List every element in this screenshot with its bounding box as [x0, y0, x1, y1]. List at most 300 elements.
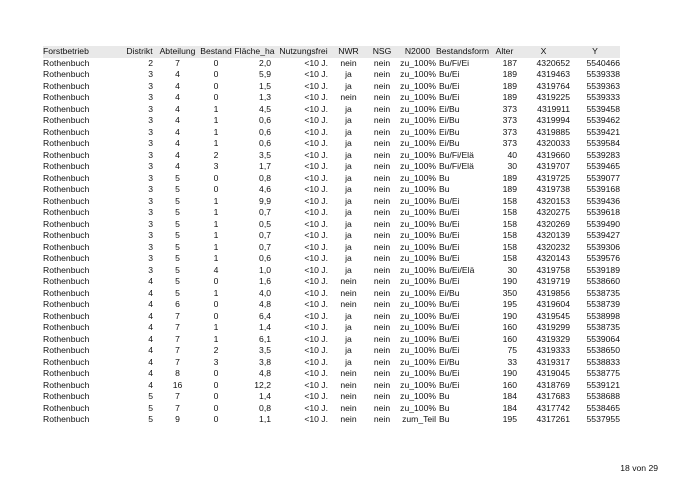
column-header-nwr: NWR: [338, 46, 359, 56]
table-row: [43, 115, 620, 127]
cell-forstbetrieb: Rothenbuch: [43, 138, 90, 148]
cell-flaeche: 6,4: [259, 310, 271, 321]
cell-forstbetrieb: Rothenbuch: [43, 391, 90, 401]
cell-distrikt: 4: [148, 333, 153, 344]
cell-alter: 190: [502, 276, 517, 286]
table-row: [43, 196, 620, 208]
cell-alter: 158: [502, 241, 517, 252]
cell-n2000: zu_100%: [400, 241, 436, 252]
cell-abteilung: 4: [175, 161, 180, 171]
table-row: [43, 368, 620, 380]
cell-nwr: ja: [345, 345, 352, 355]
cell-distrikt: 5: [148, 402, 153, 413]
table-row: [43, 345, 620, 357]
cell-nwr: ja: [345, 356, 352, 367]
cell-y: 5539465: [586, 161, 620, 171]
cell-bestand: 1: [213, 230, 219, 240]
cell-bestand: 0: [213, 310, 219, 321]
cell-nutzungsfrei: <10 J.: [304, 57, 328, 68]
cell-nsg: nein: [373, 241, 391, 252]
cell-distrikt: 3: [148, 138, 153, 148]
cell-flaeche: 2,0: [259, 57, 271, 68]
cell-nutzungsfrei: <10 J.: [304, 103, 328, 114]
cell-forstbetrieb: Rothenbuch: [43, 379, 90, 390]
cell-forstbetrieb: Rothenbuch: [43, 184, 90, 194]
cell-n2000: zu_100%: [400, 92, 436, 102]
cell-nwr: ja: [345, 333, 352, 344]
cell-abteilung: 4: [175, 149, 180, 160]
cell-distrikt: 3: [148, 80, 153, 91]
cell-nsg: nein: [373, 92, 391, 102]
cell-y: 5539427: [586, 230, 620, 240]
cell-flaeche: 9,9: [259, 195, 271, 206]
cell-distrikt: 3: [148, 126, 153, 137]
cell-x: 4319333: [536, 345, 570, 355]
cell-distrikt: 3: [148, 230, 153, 240]
cell-y: 5539283: [586, 149, 620, 160]
cell-forstbetrieb: Rothenbuch: [43, 345, 90, 355]
cell-nutzungsfrei: <10 J.: [304, 379, 328, 390]
cell-distrikt: 3: [148, 241, 153, 252]
cell-distrikt: 4: [148, 310, 153, 321]
cell-n2000: zu_100%: [400, 368, 436, 378]
cell-y: 5539576: [586, 253, 620, 263]
cell-alter: 190: [502, 310, 517, 321]
cell-x: 4319463: [536, 69, 570, 79]
cell-nsg: nein: [373, 195, 391, 206]
cell-forstbetrieb: Rothenbuch: [43, 92, 90, 102]
table-row: [43, 299, 620, 311]
table-row: [43, 265, 620, 277]
cell-nwr: ja: [345, 80, 352, 91]
cell-flaeche: 1,3: [259, 92, 271, 102]
cell-distrikt: 4: [148, 345, 153, 355]
cell-nwr: ja: [345, 103, 352, 114]
cell-x: 4319707: [536, 161, 570, 171]
cell-forstbetrieb: Rothenbuch: [43, 195, 90, 206]
cell-x: 4319545: [536, 310, 570, 321]
header-row: [43, 46, 620, 58]
cell-flaeche: 6,1: [259, 333, 271, 344]
cell-bestandsform: Bu/Ei: [439, 80, 460, 91]
cell-abteilung: 5: [175, 218, 180, 229]
table-row: [43, 334, 620, 346]
cell-distrikt: 3: [148, 195, 153, 206]
table-row: [43, 276, 620, 288]
cell-alter: 158: [502, 218, 517, 229]
cell-nwr: nein: [340, 379, 357, 390]
cell-flaeche: 3,5: [259, 149, 271, 160]
cell-nwr: ja: [345, 138, 352, 148]
cell-bestandsform: Bu/Ei: [439, 253, 460, 263]
cell-flaeche: 0,7: [259, 207, 271, 217]
cell-distrikt: 3: [148, 184, 153, 194]
cell-alter: 40: [507, 149, 517, 160]
cell-bestandsform: Bu/Fi/Elä: [439, 161, 474, 171]
cell-x: 4319299: [536, 322, 570, 332]
cell-y: 5538660: [586, 276, 620, 286]
cell-forstbetrieb: Rothenbuch: [43, 276, 90, 286]
cell-forstbetrieb: Rothenbuch: [43, 299, 90, 309]
cell-n2000: zu_100%: [400, 402, 436, 413]
cell-bestandsform: Ei/Bu: [439, 103, 460, 114]
cell-y: 5538735: [586, 322, 620, 332]
cell-n2000: zu_100%: [400, 345, 436, 355]
cell-alter: 195: [502, 299, 517, 309]
table-row: [43, 81, 620, 93]
column-header-forstbetrieb: Forstbetrieb: [43, 46, 89, 56]
cell-distrikt: 4: [148, 322, 153, 332]
cell-forstbetrieb: Rothenbuch: [43, 287, 90, 298]
cell-abteilung: 5: [175, 276, 180, 286]
cell-bestandsform: Bu: [439, 391, 450, 401]
cell-nsg: nein: [373, 345, 391, 355]
table-row: [43, 92, 620, 104]
cell-alter: 184: [502, 402, 517, 413]
cell-nwr: ja: [345, 161, 352, 171]
cell-distrikt: 4: [148, 276, 153, 286]
cell-bestand: 1: [213, 207, 219, 217]
cell-x: 4320033: [536, 138, 570, 148]
cell-nutzungsfrei: <10 J.: [304, 356, 328, 367]
cell-forstbetrieb: Rothenbuch: [43, 368, 90, 378]
cell-nwr: ja: [345, 149, 352, 160]
cell-nutzungsfrei: <10 J.: [304, 184, 328, 194]
cell-flaeche: 0,6: [259, 138, 271, 148]
cell-alter: 158: [502, 195, 517, 206]
cell-y: 5539436: [586, 195, 620, 206]
cell-x: 4317742: [536, 402, 570, 413]
cell-nwr: nein: [340, 57, 357, 68]
cell-flaeche: 0,8: [259, 172, 271, 183]
cell-abteilung: 7: [175, 345, 180, 355]
table-row: [43, 230, 620, 242]
cell-forstbetrieb: Rothenbuch: [43, 414, 90, 424]
cell-y: 5539363: [586, 80, 620, 91]
cell-n2000: zu_100%: [400, 322, 436, 332]
cell-alter: 160: [502, 333, 517, 344]
cell-x: 4317683: [536, 391, 570, 401]
cell-forstbetrieb: Rothenbuch: [43, 161, 90, 171]
cell-nsg: nein: [373, 57, 391, 68]
cell-bestand: 1: [213, 218, 219, 229]
cell-y: 5538998: [586, 310, 620, 321]
cell-nsg: nein: [373, 149, 391, 160]
cell-nwr: ja: [345, 195, 352, 206]
cell-y: 5539189: [586, 264, 620, 275]
cell-flaeche: 0,8: [259, 402, 271, 413]
cell-nutzungsfrei: <10 J.: [304, 310, 328, 321]
cell-n2000: zu_100%: [400, 333, 436, 344]
cell-n2000: zu_100%: [400, 103, 436, 114]
cell-nsg: nein: [373, 264, 391, 275]
cell-alter: 189: [502, 92, 517, 102]
cell-nwr: ja: [345, 241, 352, 252]
cell-nwr: nein: [340, 92, 357, 102]
cell-x: 4319225: [536, 92, 570, 102]
cell-x: 4320153: [536, 195, 570, 206]
cell-abteilung: 7: [175, 391, 180, 401]
cell-nsg: nein: [373, 276, 391, 286]
cell-bestandsform: Bu/Ei: [439, 379, 460, 390]
cell-forstbetrieb: Rothenbuch: [43, 80, 90, 91]
table-row: [43, 322, 620, 334]
cell-n2000: zu_100%: [400, 379, 436, 390]
table-row: [43, 219, 620, 231]
column-header-abteilung: Abteilung: [159, 46, 196, 56]
cell-y: 5538775: [586, 368, 620, 378]
cell-distrikt: 3: [148, 69, 153, 79]
cell-x: 4320652: [536, 57, 570, 68]
cell-x: 4319045: [536, 368, 570, 378]
table-row: [43, 184, 620, 196]
table-row: [43, 242, 620, 254]
cell-flaeche: 0,6: [259, 253, 271, 263]
cell-bestandsform: Bu: [439, 172, 450, 183]
cell-bestand: 0: [213, 379, 219, 390]
cell-y: 5539077: [586, 172, 620, 183]
table-row: [43, 138, 620, 150]
cell-bestandsform: Bu/Ei: [439, 333, 460, 344]
cell-abteilung: 5: [175, 172, 180, 183]
cell-forstbetrieb: Rothenbuch: [43, 57, 90, 68]
cell-forstbetrieb: Rothenbuch: [43, 103, 90, 114]
cell-nsg: nein: [373, 80, 391, 91]
cell-y: 5538650: [586, 345, 620, 355]
cell-abteilung: 4: [175, 92, 180, 102]
cell-bestand: 1: [213, 126, 219, 137]
cell-n2000: zu_100%: [400, 57, 436, 68]
cell-forstbetrieb: Rothenbuch: [43, 241, 90, 252]
cell-y: 5539421: [586, 126, 620, 137]
cell-nsg: nein: [373, 322, 391, 332]
cell-y: 5539338: [586, 69, 620, 79]
cell-abteilung: 16: [172, 379, 183, 390]
cell-abteilung: 4: [175, 80, 180, 91]
cell-alter: 189: [502, 184, 517, 194]
cell-distrikt: 4: [148, 368, 153, 378]
cell-abteilung: 4: [175, 126, 180, 137]
cell-bestandsform: Ei/Bu: [439, 115, 460, 125]
cell-alter: 350: [502, 287, 517, 298]
cell-flaeche: 0,5: [259, 218, 271, 229]
column-header-bestand: Bestand: [200, 46, 232, 56]
cell-bestandsform: Ei/Bu: [439, 138, 460, 148]
cell-nwr: ja: [345, 69, 352, 79]
column-header-nsg: NSG: [372, 46, 392, 56]
cell-distrikt: 3: [148, 161, 153, 171]
cell-y: 5539168: [586, 184, 620, 194]
cell-bestandsform: Bu: [439, 414, 450, 424]
table-row: [43, 69, 620, 81]
cell-abteilung: 5: [175, 184, 180, 194]
cell-n2000: zu_100%: [400, 310, 436, 321]
cell-alter: 373: [502, 126, 517, 137]
cell-nsg: nein: [373, 299, 391, 309]
column-header-y: Y: [592, 46, 598, 56]
cell-x: 4320139: [536, 230, 570, 240]
cell-alter: 187: [502, 57, 517, 68]
cell-bestand: 0: [213, 184, 219, 194]
cell-nsg: nein: [373, 391, 391, 401]
cell-flaeche: 0,7: [259, 241, 271, 252]
cell-flaeche: 4,0: [259, 287, 271, 298]
cell-abteilung: 7: [175, 322, 180, 332]
cell-x: 4319764: [536, 80, 570, 91]
cell-nwr: ja: [345, 207, 352, 217]
cell-bestand: 0: [213, 402, 219, 413]
cell-bestand: 0: [213, 69, 219, 79]
cell-flaeche: 4,8: [259, 368, 271, 378]
table-row: [43, 127, 620, 139]
cell-abteilung: 5: [175, 253, 180, 263]
data-table: [43, 46, 620, 426]
cell-bestand: 0: [213, 92, 219, 102]
cell-y: 5539121: [586, 379, 620, 390]
cell-nutzungsfrei: <10 J.: [304, 115, 328, 125]
cell-alter: 195: [502, 414, 517, 424]
cell-y: 5540466: [586, 57, 620, 68]
cell-n2000: zu_100%: [400, 230, 436, 240]
cell-flaeche: 5,9: [259, 69, 271, 79]
cell-alter: 189: [502, 172, 517, 183]
cell-y: 5538465: [586, 402, 620, 413]
cell-abteilung: 4: [175, 138, 180, 148]
table-row: [43, 58, 620, 70]
cell-y: 5539333: [586, 92, 620, 102]
cell-distrikt: 5: [148, 414, 153, 424]
cell-n2000: zu_100%: [400, 218, 436, 229]
cell-bestandsform: Bu/Ei: [439, 92, 460, 102]
cell-bestandsform: Ei/Bu: [439, 126, 460, 137]
cell-flaeche: 4,6: [259, 184, 271, 194]
cell-x: 4319725: [536, 172, 570, 183]
cell-alter: 30: [507, 264, 517, 275]
cell-distrikt: 3: [148, 218, 153, 229]
cell-nutzungsfrei: <10 J.: [304, 161, 328, 171]
cell-nwr: nein: [340, 414, 357, 424]
cell-alter: 184: [502, 391, 517, 401]
cell-n2000: zu_100%: [400, 172, 436, 183]
cell-bestandsform: Bu/Ei: [439, 322, 460, 332]
cell-distrikt: 4: [148, 299, 153, 309]
cell-forstbetrieb: Rothenbuch: [43, 207, 90, 217]
table-row: [43, 414, 620, 426]
cell-abteilung: 7: [175, 402, 180, 413]
cell-flaeche: 4,8: [259, 299, 271, 309]
cell-distrikt: 4: [148, 379, 153, 390]
cell-nsg: nein: [373, 414, 391, 424]
cell-alter: 373: [502, 103, 517, 114]
column-header-nutzungsfrei: Nutzungsfrei: [279, 46, 328, 56]
cell-nutzungsfrei: <10 J.: [304, 287, 328, 298]
cell-n2000: zu_100%: [400, 253, 436, 263]
cell-y: 5539462: [586, 115, 620, 125]
cell-bestandsform: Bu/Ei: [439, 218, 460, 229]
cell-alter: 160: [502, 379, 517, 390]
cell-y: 5537955: [586, 414, 620, 424]
cell-bestandsform: Ei/Bu: [439, 287, 460, 298]
cell-nutzungsfrei: <10 J.: [304, 126, 328, 137]
cell-x: 4319856: [536, 287, 570, 298]
cell-distrikt: 3: [148, 103, 153, 114]
cell-bestand: 1: [213, 241, 219, 252]
cell-nwr: ja: [345, 172, 352, 183]
cell-distrikt: 3: [148, 264, 153, 275]
cell-x: 4319604: [536, 299, 570, 309]
cell-abteilung: 5: [175, 230, 180, 240]
cell-nutzungsfrei: <10 J.: [304, 322, 328, 332]
cell-nutzungsfrei: <10 J.: [304, 149, 328, 160]
cell-nutzungsfrei: <10 J.: [304, 264, 328, 275]
cell-n2000: zu_100%: [400, 195, 436, 206]
cell-abteilung: 7: [175, 57, 180, 68]
cell-x: 4319885: [536, 126, 570, 137]
cell-abteilung: 4: [175, 103, 180, 114]
cell-alter: 158: [502, 253, 517, 263]
cell-nsg: nein: [373, 184, 391, 194]
cell-bestand: 3: [213, 161, 219, 171]
cell-x: 4320143: [536, 253, 570, 263]
cell-nutzungsfrei: <10 J.: [304, 241, 328, 252]
cell-nsg: nein: [373, 69, 391, 79]
cell-forstbetrieb: Rothenbuch: [43, 218, 90, 229]
cell-nsg: nein: [373, 310, 391, 321]
cell-x: 4318769: [536, 379, 570, 390]
cell-nutzungsfrei: <10 J.: [304, 299, 328, 309]
page-indicator: 18 von 29: [620, 463, 658, 473]
cell-nutzungsfrei: <10 J.: [304, 218, 328, 229]
cell-y: 5538735: [586, 287, 620, 298]
cell-bestand: 0: [213, 57, 219, 68]
cell-y: 5539490: [586, 218, 620, 229]
cell-forstbetrieb: Rothenbuch: [43, 126, 90, 137]
cell-nwr: nein: [340, 391, 357, 401]
cell-n2000: zu_100%: [400, 149, 436, 160]
cell-nutzungsfrei: <10 J.: [304, 402, 328, 413]
cell-bestand: 1: [213, 333, 219, 344]
cell-n2000: zu_100%: [400, 184, 436, 194]
cell-distrikt: 2: [148, 57, 153, 68]
cell-alter: 373: [502, 138, 517, 148]
cell-flaeche: 3,8: [259, 356, 271, 367]
cell-bestand: 1: [213, 138, 219, 148]
cell-nsg: nein: [373, 207, 391, 217]
table-row: [43, 173, 620, 185]
cell-flaeche: 1,4: [259, 391, 271, 401]
cell-nsg: nein: [373, 253, 391, 263]
cell-y: 5538688: [586, 391, 620, 401]
cell-nsg: nein: [373, 218, 391, 229]
cell-nutzungsfrei: <10 J.: [304, 414, 328, 424]
cell-bestandsform: Bu/Ei/Elä: [439, 264, 475, 275]
cell-nutzungsfrei: <10 J.: [304, 253, 328, 263]
cell-bestand: 0: [213, 368, 219, 378]
cell-y: 5539584: [586, 138, 620, 148]
cell-alter: 160: [502, 322, 517, 332]
cell-nsg: nein: [373, 161, 391, 171]
cell-nsg: nein: [373, 230, 391, 240]
cell-nutzungsfrei: <10 J.: [304, 172, 328, 183]
cell-alter: 373: [502, 115, 517, 125]
cell-flaeche: 4,5: [259, 103, 271, 114]
cell-abteilung: 5: [175, 241, 180, 252]
cell-abteilung: 7: [175, 356, 180, 367]
cell-nutzungsfrei: <10 J.: [304, 391, 328, 401]
cell-bestandsform: Bu: [439, 402, 450, 413]
column-header-n2000: N2000: [404, 46, 431, 56]
cell-flaeche: 12,2: [254, 379, 271, 390]
